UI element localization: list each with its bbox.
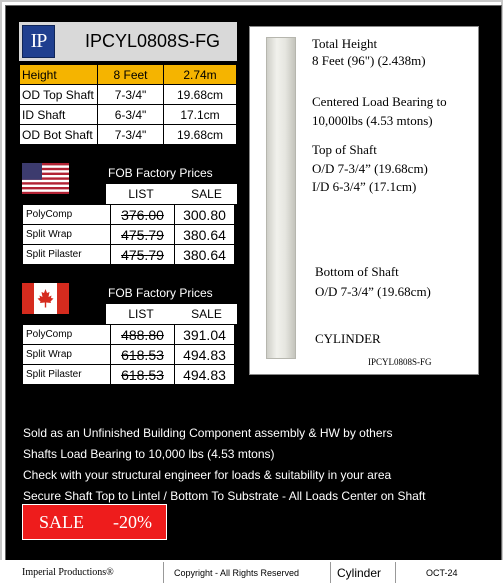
total-height-value: 8 Feet (96") (2.438m) (312, 53, 426, 68)
spec-feet: 6-3/4" (98, 105, 164, 125)
spec-feet: 8 Feet (98, 65, 164, 85)
model-header (19, 22, 237, 61)
list-price: 488.80 (111, 325, 175, 345)
spec-row-od-bot (20, 125, 237, 145)
canada-flag-icon (22, 283, 69, 314)
price-row (23, 345, 235, 365)
cylinder-image (266, 37, 296, 359)
canada-price-table (22, 324, 235, 385)
spec-label: OD Top Shaft (20, 85, 98, 105)
price-row (23, 365, 235, 385)
spec-metric: 2.74m (164, 65, 237, 85)
bottom-shaft-od: O/D 7-3/4” (19.68cm) (315, 284, 431, 299)
canada-price-header (106, 304, 237, 324)
usa-price-header (106, 184, 237, 204)
footer-divider (163, 562, 164, 583)
product-name: PolyComp (23, 325, 111, 345)
load-bearing-line1: Centered Load Bearing to (312, 94, 447, 109)
top-shaft-od: O/D 7-3/4” (19.68cm) (312, 161, 428, 176)
product-photo (249, 26, 479, 375)
sale-label: SALE (39, 512, 84, 532)
spec-metric: 19.68cm (164, 85, 237, 105)
list-price: 475.79 (111, 225, 175, 245)
footer-divider (330, 562, 331, 583)
list-price: 376.00 (111, 205, 175, 225)
usa-price-table (22, 204, 235, 265)
product-name: Split Pilaster (23, 365, 111, 385)
footer (0, 560, 503, 585)
spec-row-od-top (20, 85, 237, 105)
product-name: Split Pilaster (23, 245, 111, 265)
company-name: Imperial Productions® (22, 567, 114, 578)
spec-row-height (20, 65, 237, 85)
note-line: Secure Shaft Top to Lintel / Bottom To Substrate - All Loads Center on Shaft (23, 489, 426, 503)
ip-logo: IP (22, 25, 55, 58)
photo-model-caption: IPCYL0808S-FG (368, 357, 432, 367)
price-row (23, 245, 235, 265)
total-height-label: Total Height (312, 36, 378, 51)
price-row (23, 325, 235, 345)
spec-label: Height (20, 65, 98, 85)
footer-divider (395, 562, 396, 583)
spec-table (19, 64, 237, 145)
list-price: 475.79 (111, 245, 175, 265)
note-line: Shafts Load Bearing to 10,000 lbs (4.53 mtons) (23, 447, 275, 461)
product-notes (23, 423, 425, 507)
spec-metric: 19.68cm (164, 125, 237, 145)
top-shaft-id: I/D 6-3/4” (17.1cm) (312, 179, 417, 194)
spec-feet: 7-3/4" (98, 125, 164, 145)
usa-price-title: FOB Factory Prices (108, 166, 213, 180)
spec-metric: 17.1cm (164, 105, 237, 125)
sale-header: SALE (191, 187, 222, 201)
sale-price: 380.64 (175, 245, 235, 265)
copyright: Copyright - All Rights Reserved (174, 568, 300, 578)
sale-price: 494.83 (175, 365, 235, 385)
type-label: CYLINDER (315, 331, 381, 346)
spec-feet: 7-3/4" (98, 85, 164, 105)
load-bearing-line2: 10,000lbs (4.53 mtons) (312, 113, 433, 128)
spec-label: ID Shaft (20, 105, 98, 125)
note-line: Sold as an Unfinished Building Component assembly & HW by others (23, 426, 393, 440)
date-code: OCT-24 (426, 568, 458, 578)
top-shaft-label: Top of Shaft (312, 142, 377, 157)
usa-flag-icon (22, 163, 69, 194)
product-name: Split Wrap (23, 225, 111, 245)
product-name: PolyComp (23, 205, 111, 225)
note-line: Check with your structural engineer for loads & suitability in your area (23, 468, 392, 482)
sale-discount: -20% (113, 512, 152, 532)
sale-header: SALE (191, 307, 222, 321)
price-row (23, 225, 235, 245)
model-title: IPCYL0808S-FG (85, 31, 221, 51)
list-price: 618.53 (111, 345, 175, 365)
bottom-shaft-label: Bottom of Shaft (315, 264, 399, 279)
sale-price: 380.64 (175, 225, 235, 245)
sale-price: 391.04 (175, 325, 235, 345)
list-header: LIST (128, 187, 154, 201)
sale-price: 494.83 (175, 345, 235, 365)
list-price: 618.53 (111, 365, 175, 385)
sale-price: 300.80 (175, 205, 235, 225)
list-header: LIST (128, 307, 154, 321)
canada-price-title: FOB Factory Prices (108, 286, 213, 300)
spec-row-id-shaft (20, 105, 237, 125)
sale-badge (22, 504, 167, 540)
price-row (23, 205, 235, 225)
product-name: Split Wrap (23, 345, 111, 365)
spec-label: OD Bot Shaft (20, 125, 98, 145)
product-category: Cylinder (337, 566, 382, 580)
